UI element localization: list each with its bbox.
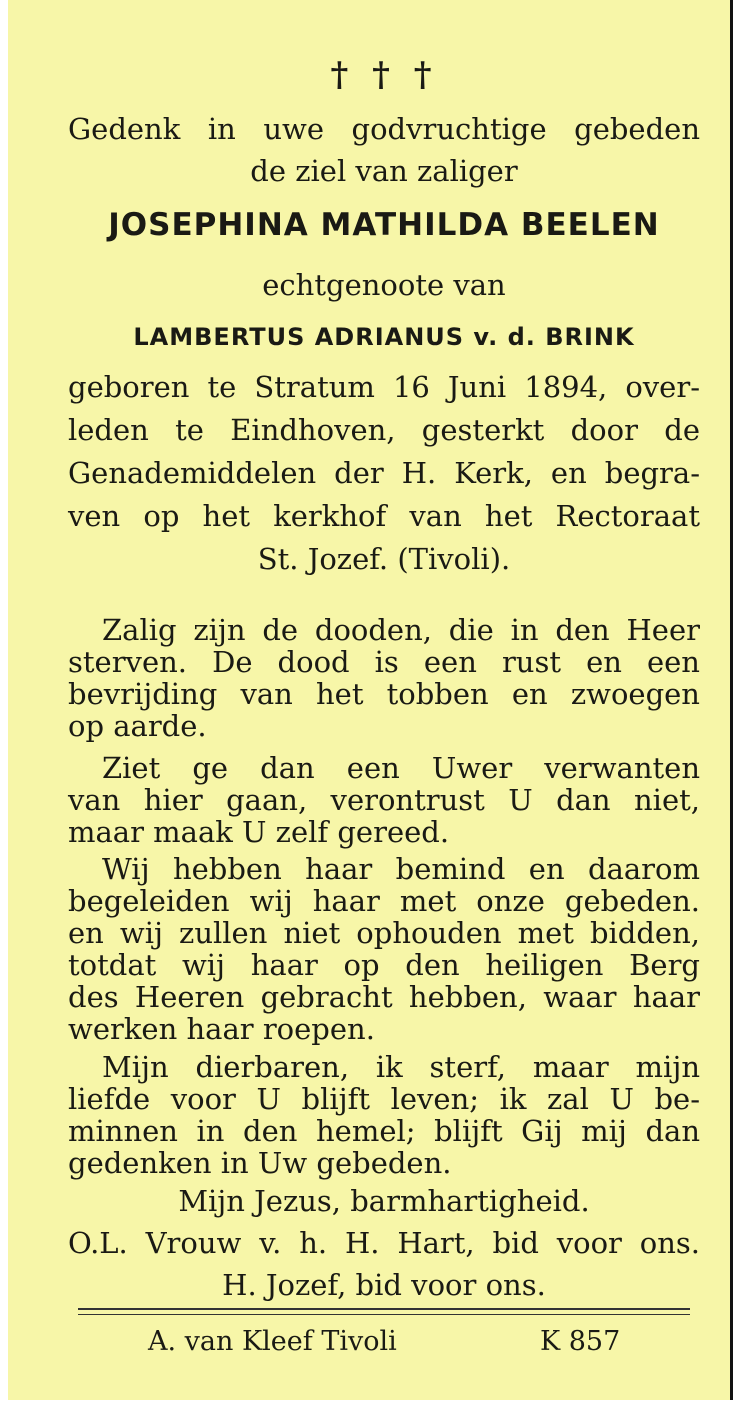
paragraph-2-line: maar maak U zelf gereed. xyxy=(68,815,450,849)
paragraph-3-line: des Heeren gebracht hebben, waar haar xyxy=(68,980,700,1014)
paragraph-2-line: Ziet ge dan een Uwer verwanten xyxy=(102,751,700,785)
paragraph-3-line: en wij zullen niet ophouden met bidden, xyxy=(68,916,700,950)
paragraph-2-line: van hier gaan, verontrust U dan niet, xyxy=(68,783,700,817)
spouse-name: LAMBERTUS ADRIANUS v. d. BRINK xyxy=(133,323,635,351)
paragraph-3-line: werken haar roepen. xyxy=(68,1012,375,1046)
paragraph-4-line: liefde voor U blijft leven; ik zal U be- xyxy=(68,1082,700,1116)
paragraph-4-line: minnen in den hemel; blijft Gij mij dan xyxy=(68,1114,700,1148)
intro-line-1: Gedenk in uwe godvruchtige gebeden xyxy=(68,112,700,146)
prayer-line: H. Jozef, bid voor ons. xyxy=(222,1268,546,1302)
paragraph-1-line: op aarde. xyxy=(68,709,207,743)
printer-name: A. van Kleef Tivoli xyxy=(148,1326,397,1357)
paragraph-3-line: begeleiden wij haar met onze gebeden. xyxy=(68,884,700,918)
biography-line: ven op het kerkhof van het Rectoraat xyxy=(68,499,700,533)
biography-line: St. Jozef. (Tivoli). xyxy=(257,542,511,576)
paragraph-3-line: Wij hebben haar bemind en daarom xyxy=(102,852,700,886)
intro-line-2: de ziel van zaliger xyxy=(250,154,518,188)
paragraph-3-line: totdat wij haar op den heiligen Berg xyxy=(68,948,700,982)
paragraph-1-line: sterven. De dood is een rust en een xyxy=(68,645,700,679)
paragraph-4-line: Mijn dierbaren, ik sterf, maar mijn xyxy=(102,1050,700,1084)
paragraph-1-line: Zalig zijn de dooden, die in den Heer xyxy=(102,613,700,647)
biography-line: Genademiddelen der H. Kerk, en begra- xyxy=(68,456,700,490)
paragraph-1-line: bevrijding van het tobben en zwoegen xyxy=(68,677,700,711)
paragraph-4-line: gedenken in Uw gebeden. xyxy=(68,1146,452,1180)
footer-rule-thin xyxy=(78,1314,690,1315)
biography-line: geboren te Stratum 16 Juni 1894, over- xyxy=(68,370,700,404)
prayer-line: Mijn Jezus, barmhartigheid. xyxy=(178,1184,590,1218)
relation-text: echtgenoote van xyxy=(262,268,506,302)
deceased-name: JOSEPHINA MATHILDA BEELEN xyxy=(108,207,660,243)
crosses: † † † xyxy=(330,55,438,95)
card-code: K 857 xyxy=(540,1326,621,1357)
footer-rule xyxy=(78,1308,690,1310)
prayer-line: O.L. Vrouw v. h. H. Hart, bid voor ons. xyxy=(68,1226,700,1260)
memorial-card xyxy=(8,0,733,1400)
biography-line: leden te Eindhoven, gesterkt door de xyxy=(68,413,700,447)
